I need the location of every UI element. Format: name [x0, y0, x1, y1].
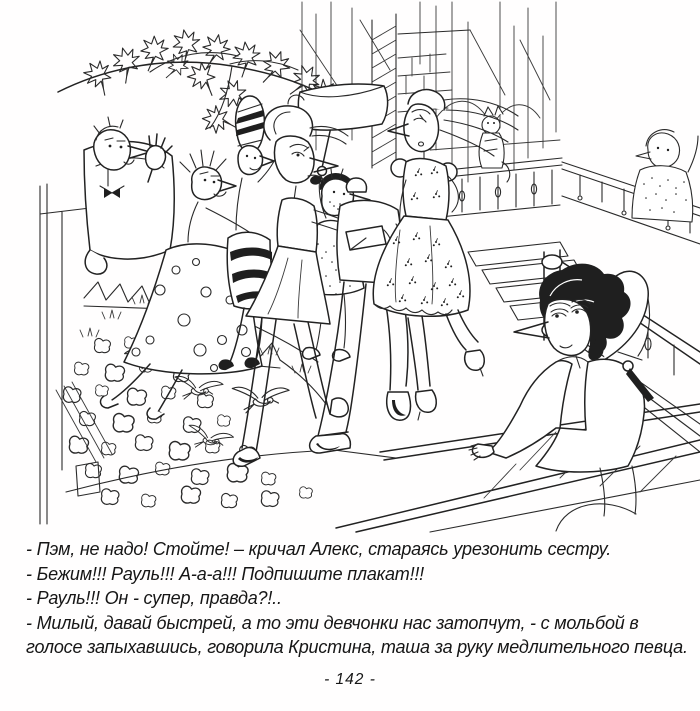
ground-edge: [66, 450, 396, 492]
fan-girl-right: [632, 130, 698, 222]
alex-figure: [469, 264, 654, 516]
dialogue-line: - Милый, давай быстрей, а то эти девчонки нас затопчут, - с мольбой в: [26, 612, 639, 633]
dialogue-block: [26, 537, 686, 660]
dialogue-line: - Пэм, не надо! Стойте! – кричал Алекс, стараясь урезонить сестру.: [26, 539, 612, 559]
dialogue-line: - Бежим!!! Рауль!!! А-а-а!!! Подпишите плакат!!!: [26, 563, 424, 584]
dialogue-line: - Рауль!!! Он - супер, правда?!..: [26, 588, 282, 609]
peeking-man: [84, 117, 174, 274]
page-number: - 142 -: [324, 671, 376, 688]
dialogue-line: голосе запыхавшись, говорила Кристина, таша за руку медлительного певца.: [26, 637, 688, 658]
